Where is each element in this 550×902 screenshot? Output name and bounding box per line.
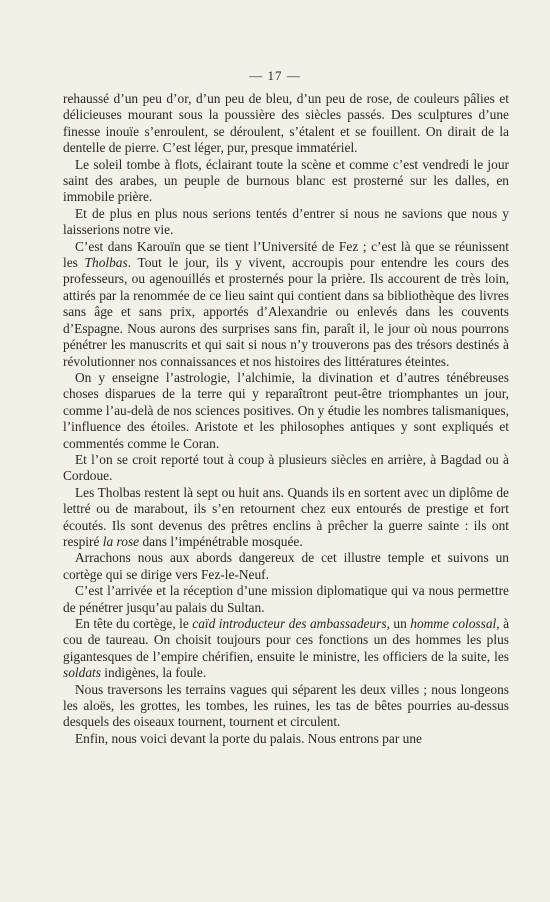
paragraph: Et de plus en plus nous serions tentés d’entrer si nous ne savions que nous y laisserions notre vie. — [63, 205, 509, 238]
paragraph: Les Tholbas restent là sept ou huit ans. Quands ils en sortent avec un diplôme de lettré ou de marabout, ils s’en retournent chez eux entourés de prestige et fort écoutés. Ils sont devenus des prêtres enclins à prêcher la guerre sainte : ils ont respiré la rose dans l’impénétrable mosquée. — [63, 484, 509, 549]
paragraph: C’est dans Karouïn que se tient l’Université de Fez ; c’est là que se réunissent les Tholbas. Tout le jour, ils y vivent, accroupis pour entendre les cours des professeurs, ou agenouillés et prosternés pour la prière. Ils accourent de très loin, attirés par la renommée de ce lieu saint qui contient dans sa bibliothèque des livres sans âge et sans prix, apportés d’Alexandrie ou enlevés dans les couvents d’Espagne. Nous aurons des surprises sans fin, paraît il, le jour où nous pourrons pénétrer les manuscrits et qui sait si nous n’y trouverons pas des trésors destinés à révolutionner nos connaissances et nos histoires des littératures éteintes. — [63, 238, 509, 369]
paragraph: C’est l’arrivée et la réception d’une mission diplomatique qui va nous permettre de pénétrer jusqu’au palais du Sultan. — [63, 583, 509, 615]
paragraph: Le soleil tombe à flots, éclairant toute la scène et comme c’est vendredi le jour saint des arabes, un peuple de burnous blanc est prosterné sur les dalles, en immobile prière. — [63, 156, 509, 205]
page-number: — 17 — — [249, 68, 301, 83]
paragraph: On y enseigne l’astrologie, l’alchimie, la divination et d’autres ténébreuses choses disparues de la terre qui y reparaîtront peut-être triomphantes un jour, comme l’au-delà de nos sciences positives. On y étudie les nombres talismaniques, l’influence des étoiles. Aristote et les philosophes antiques y sont expliqués et commentés comme le Coran. — [63, 369, 509, 451]
paragraph: En tête du cortège, le caïd introducteur des ambassadeurs, un homme colossal, à cou de taureau. On choisit toujours pour ces fonctions un des hommes les plus gigantesques de l’empire chérifien, ensuite le ministre, les officiers de la suite, les soldats indigènes, la foule. — [63, 616, 510, 681]
paragraph: Et l’on se croit reporté tout à coup à plusieurs siècles en arrière, à Bagdad ou à Cordoue. — [63, 451, 509, 484]
paragraph: rehaussé d’un peu d’or, d’un peu de bleu, d’un peu de rose, de couleurs pâlies et délicieuses mourant sous la poussière des siècles passés. Des sculptures d’une finesse inouïe s’enroulent, se déroulent, s’étalent et se fouillent. On dirait de la dentelle de pierre. C’est léger, pur, presque immatériel. — [63, 91, 509, 156]
paragraph: Arrachons nous aux abords dangereux de cet illustre temple et suivons un cortège qui se dirige vers Fez-le-Neuf. — [63, 550, 509, 582]
body-text — [63, 91, 509, 747]
paragraph: Enfin, nous voici devant la porte du palais. Nous entrons par une — [75, 730, 422, 746]
paragraph: Nous traversons les terrains vagues qui séparent les deux villes ; nous longeons les aloës, les grottes, les tombes, les ruines, les tas de bêtes pourries au-dessus desquels des oiseaux tournent, tournent et circulent. — [63, 681, 509, 730]
